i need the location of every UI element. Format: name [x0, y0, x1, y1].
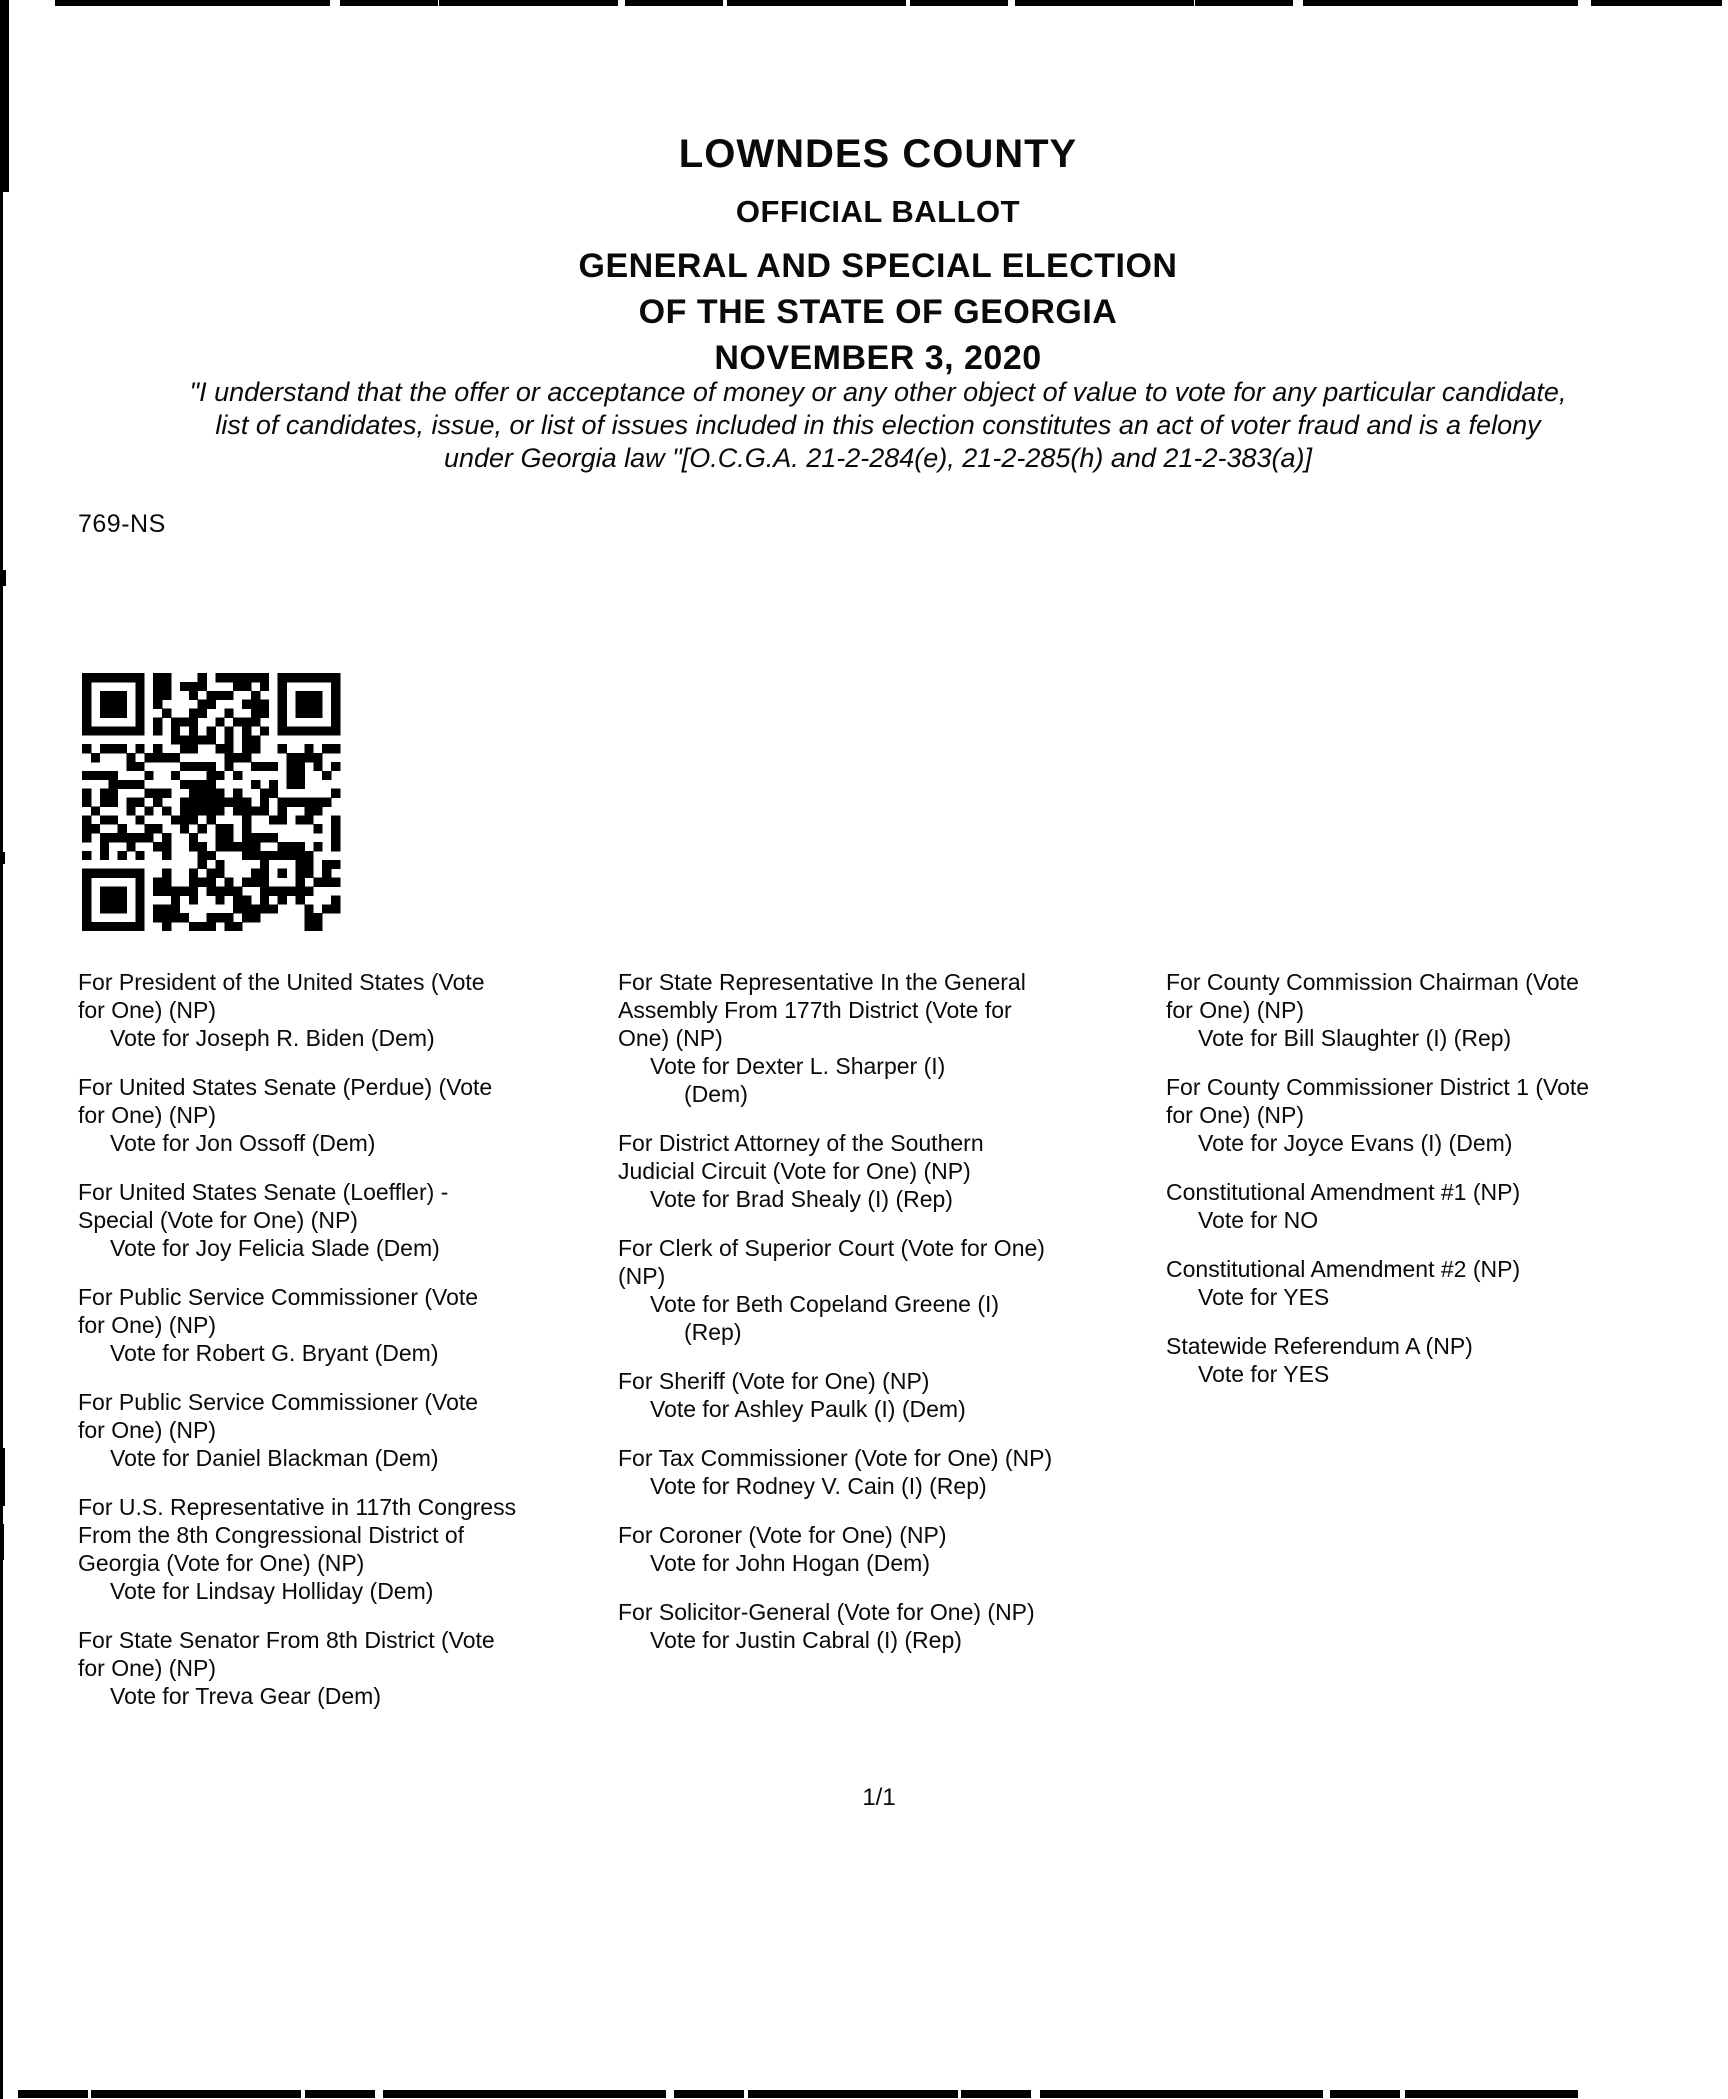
contest-title-line: For Coroner (Vote for One) (NP) — [618, 1522, 947, 1548]
county-title: LOWNDES COUNTY — [678, 132, 1078, 176]
election-title-line: OF THE STATE OF GEORGIA — [638, 293, 1118, 331]
contest-title-line: Statewide Referendum A (NP) — [1166, 1333, 1473, 1359]
page-border-left-thick — [0, 0, 9, 192]
ballot-column-3 — [1166, 968, 1728, 1409]
page-border-left — [0, 0, 3, 2099]
contest-title-line: For State Representative In the General — [618, 969, 1026, 995]
contest — [618, 1444, 1148, 1500]
contest-title-line: From the 8th Congressional District of — [78, 1522, 465, 1548]
vote-selection-line: Vote for Brad Shealy (I) (Rep) — [650, 1186, 953, 1212]
ballot-style-code: 769-NS — [78, 510, 166, 538]
page-border-top — [55, 0, 1722, 6]
contest — [618, 968, 1148, 1108]
election-title-line: GENERAL AND SPECIAL ELECTION — [578, 247, 1178, 285]
contest — [618, 1598, 1148, 1654]
contest-title-line: For Solicitor-General (Vote for One) (NP) — [618, 1599, 1035, 1625]
vote-selection-line: Vote for Joy Felicia Slade (Dem) — [110, 1235, 440, 1261]
contest-title-line: Judicial Circuit (Vote for One) (NP) — [618, 1158, 971, 1184]
contest-title-line: for One) (NP) — [78, 1655, 217, 1681]
contest-title-line: Special (Vote for One) (NP) — [78, 1207, 358, 1233]
contest — [78, 1283, 598, 1367]
scan-artifact — [0, 1448, 5, 1506]
contest — [78, 1388, 598, 1472]
disclaimer-line: under Georgia law "[O.C.G.A. 21-2-284(e), 21-2-285(h) and 21-2-383(a)] — [443, 443, 1313, 473]
election-title — [14, 243, 1728, 381]
contest-title-line: For State Senator From 8th District (Vote — [78, 1627, 495, 1653]
contest-title-line: For United States Senate (Perdue) (Vote — [78, 1074, 493, 1100]
voter-fraud-disclaimer — [14, 376, 1728, 475]
contest-title-line: For U.S. Representative in 117th Congress — [78, 1494, 517, 1520]
vote-selection-line: Vote for Dexter L. Sharper (I) — [650, 1053, 946, 1079]
scan-artifact — [0, 852, 5, 864]
contest — [1166, 1178, 1728, 1234]
vote-selection-line: (Dem) — [684, 1081, 748, 1107]
contest-title-line: for One) (NP) — [78, 1102, 217, 1128]
contest — [78, 968, 598, 1052]
contest-title-line: For County Commissioner District 1 (Vote — [1166, 1074, 1590, 1100]
contest-title-line: for One) (NP) — [78, 997, 217, 1023]
contest-title-line: for One) (NP) — [78, 1417, 217, 1443]
contest — [618, 1367, 1148, 1423]
contest-title-line: for One) (NP) — [1166, 1102, 1305, 1128]
contest — [78, 1626, 598, 1710]
contest-title-line: Assembly From 177th District (Vote for — [618, 997, 1012, 1023]
ballot-column-2 — [618, 968, 1148, 1675]
ballot-type-title: OFFICIAL BALLOT — [735, 194, 1021, 229]
contest — [618, 1129, 1148, 1213]
contest — [618, 1521, 1148, 1577]
contest-title-line: For United States Senate (Loeffler) - — [78, 1179, 449, 1205]
vote-selection-line: Vote for Rodney V. Cain (I) (Rep) — [650, 1473, 987, 1499]
vote-selection-line: Vote for Joseph R. Biden (Dem) — [110, 1025, 435, 1051]
ballot-column-1 — [78, 968, 598, 1731]
scan-artifact — [0, 570, 6, 586]
contest-title-line: For District Attorney of the Southern — [618, 1130, 984, 1156]
contest — [78, 1073, 598, 1157]
contest — [78, 1178, 598, 1262]
contest-title-line: for One) (NP) — [1166, 997, 1305, 1023]
vote-selection-line: Vote for Beth Copeland Greene (I) — [650, 1291, 1000, 1317]
contest-title-line: One) (NP) — [618, 1025, 723, 1051]
vote-selection-line: Vote for John Hogan (Dem) — [650, 1550, 930, 1576]
vote-selection-line: Vote for Lindsay Holliday (Dem) — [110, 1578, 434, 1604]
contest — [1166, 968, 1728, 1052]
contest-title-line: Constitutional Amendment #2 (NP) — [1166, 1256, 1521, 1282]
vote-selection-line: Vote for Joyce Evans (I) (Dem) — [1198, 1130, 1513, 1156]
page-border-bottom — [18, 2090, 1578, 2098]
vote-selection-line: Vote for Jon Ossoff (Dem) — [110, 1130, 376, 1156]
contest-title-line: For Public Service Commissioner (Vote — [78, 1389, 479, 1415]
vote-selection-line: (Rep) — [684, 1319, 742, 1345]
contest-title-line: for One) (NP) — [78, 1312, 217, 1338]
contest-title-line: For President of the United States (Vote — [78, 969, 485, 995]
contest — [1166, 1255, 1728, 1311]
qr-code-icon — [76, 673, 346, 931]
election-title-line: NOVEMBER 3, 2020 — [714, 339, 1042, 377]
contest-title-line: For Public Service Commissioner (Vote — [78, 1284, 479, 1310]
contest-title-line: Georgia (Vote for One) (NP) — [78, 1550, 365, 1576]
scan-artifact — [0, 1524, 4, 1560]
contest — [78, 1493, 598, 1605]
vote-selection-line: Vote for Bill Slaughter (I) (Rep) — [1198, 1025, 1512, 1051]
vote-selection-line: Vote for Daniel Blackman (Dem) — [110, 1445, 439, 1471]
vote-selection-line: Vote for YES — [1198, 1361, 1330, 1387]
contest-title-line: For Clerk of Superior Court (Vote for One) — [618, 1235, 1045, 1261]
contest-title-line: Constitutional Amendment #1 (NP) — [1166, 1179, 1521, 1205]
disclaimer-line: list of candidates, issue, or list of issues included in this election constitutes an act of voter fraud and is a felony — [215, 410, 1541, 440]
contest — [1166, 1073, 1728, 1157]
vote-selection-line: Vote for Ashley Paulk (I) (Dem) — [650, 1396, 966, 1422]
contest-title-line: (NP) — [618, 1263, 666, 1289]
page-number: 1/1 — [862, 1784, 896, 1811]
vote-selection-line: Vote for Treva Gear (Dem) — [110, 1683, 381, 1709]
disclaimer-line: "I understand that the offer or acceptance of money or any other object of value to vote for any particular candidate, — [189, 377, 1567, 407]
contest-title-line: For Sheriff (Vote for One) (NP) — [618, 1368, 930, 1394]
vote-selection-line: Vote for NO — [1198, 1207, 1319, 1233]
contest-title-line: For County Commission Chairman (Vote — [1166, 969, 1579, 995]
vote-selection-line: Vote for Robert G. Bryant (Dem) — [110, 1340, 439, 1366]
vote-selection-line: Vote for Justin Cabral (I) (Rep) — [650, 1627, 962, 1653]
contest — [618, 1234, 1148, 1346]
contest — [1166, 1332, 1728, 1388]
contest-title-line: For Tax Commissioner (Vote for One) (NP) — [618, 1445, 1053, 1471]
vote-selection-line: Vote for YES — [1198, 1284, 1330, 1310]
